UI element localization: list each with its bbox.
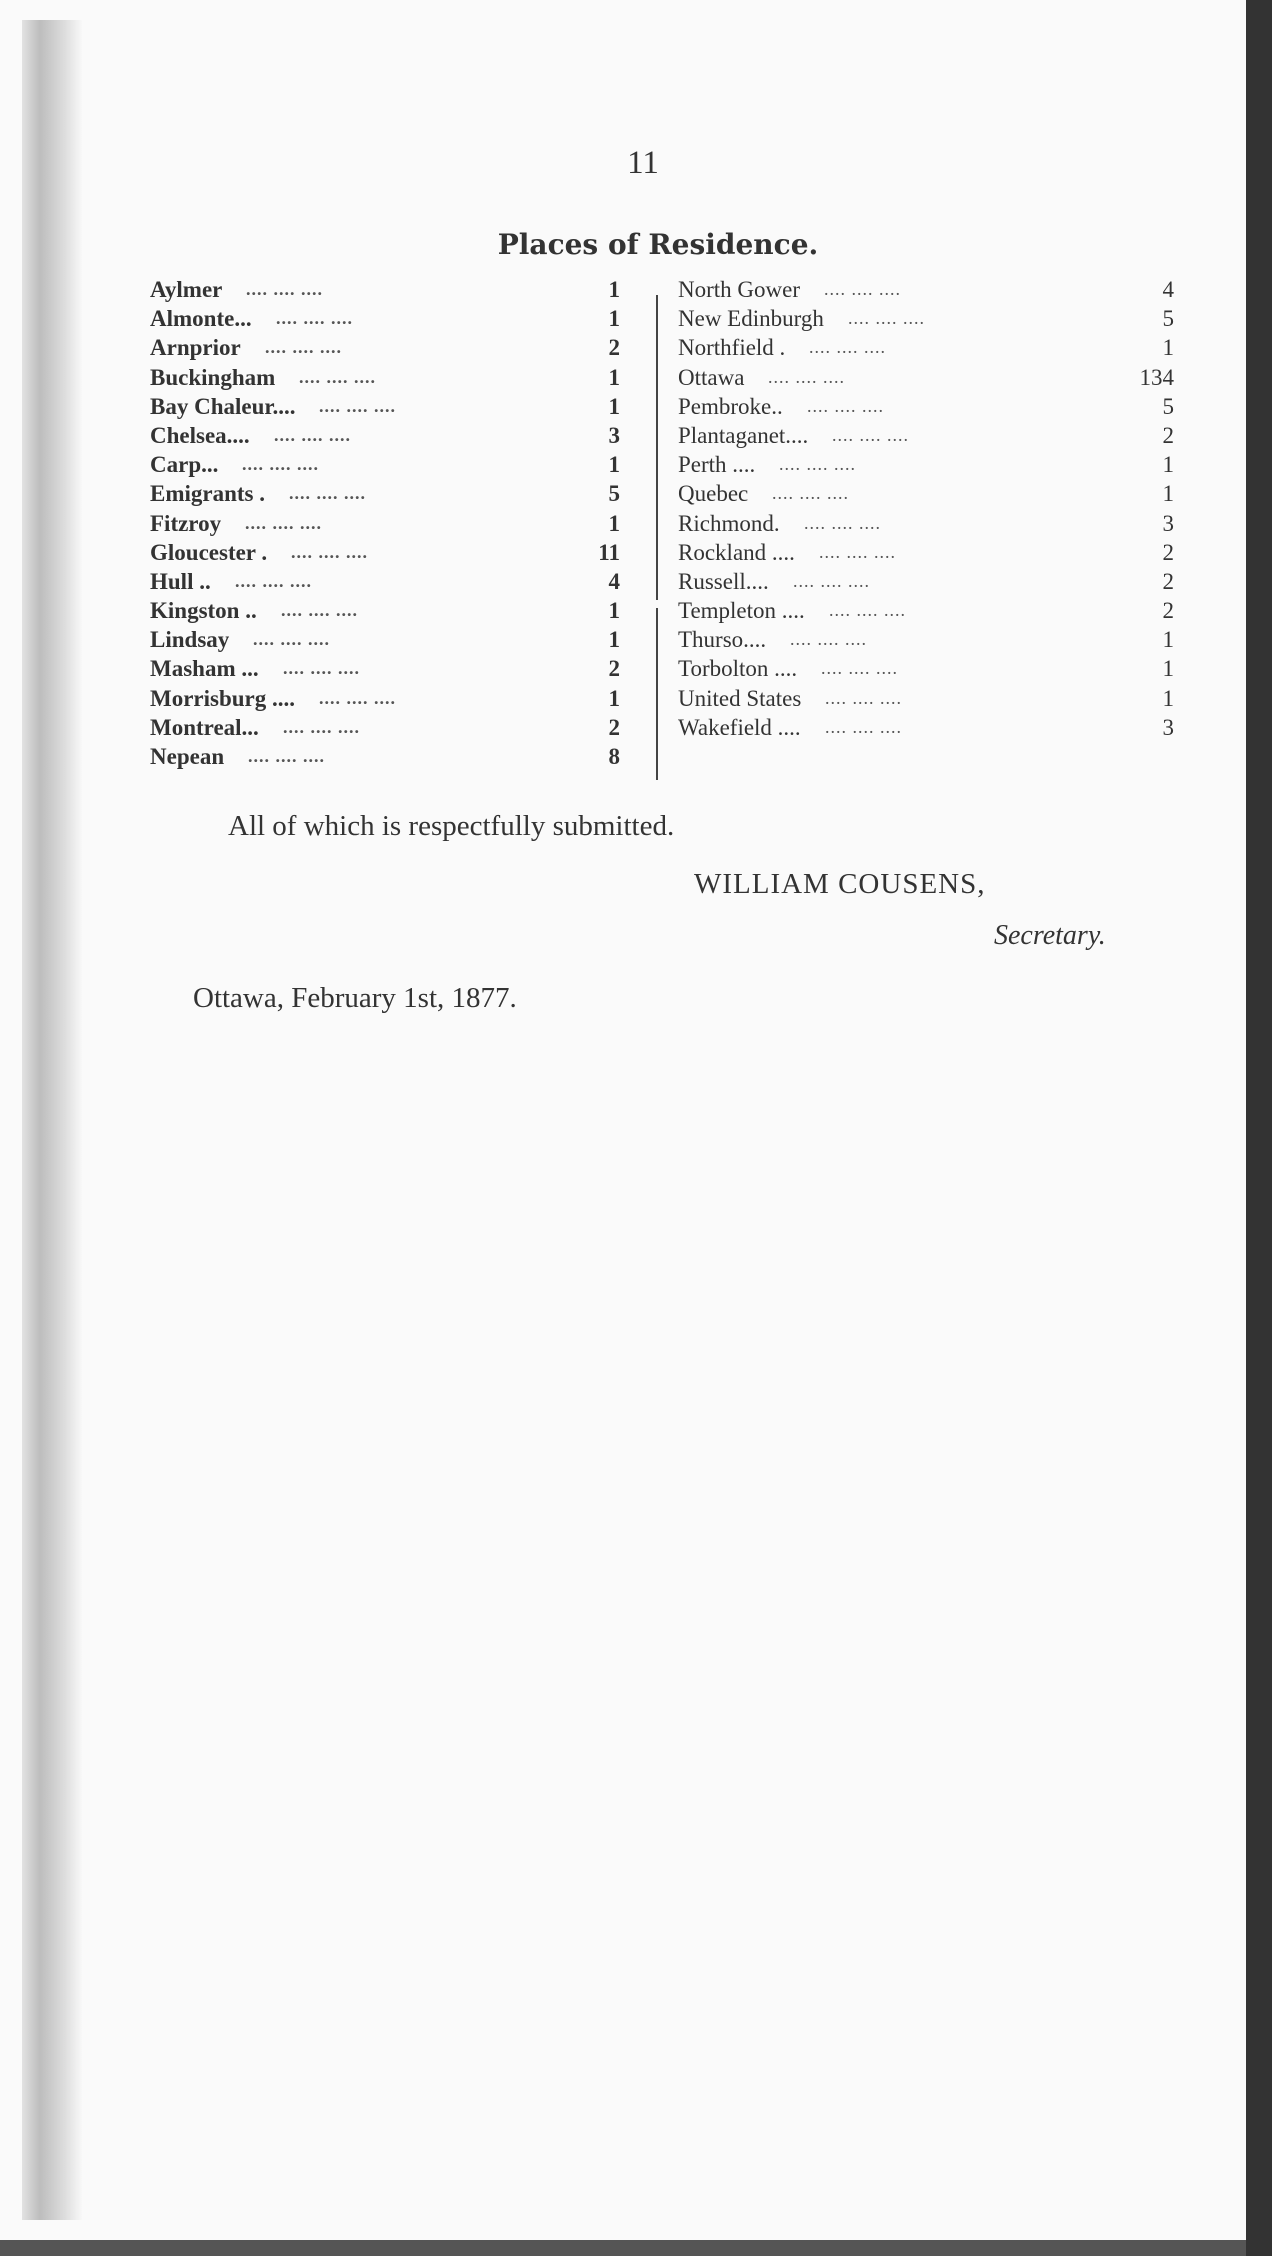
dot-leader: .... .... .... [289, 483, 366, 504]
place-name: Thurso.... [678, 627, 767, 653]
dot-leader: .... .... .... [772, 483, 849, 504]
place-name: Buckingham [150, 364, 276, 390]
place-name: North Gower [678, 277, 800, 302]
residence-row [678, 392, 1174, 421]
member-count: 1 [1162, 335, 1174, 361]
residence-row [150, 275, 620, 304]
residence-row [150, 742, 620, 771]
place-name: Arnprior [150, 335, 241, 361]
residence-row [150, 596, 620, 625]
residence-list-left [150, 275, 620, 771]
dot-leader: .... .... .... [276, 308, 353, 329]
dot-leader: .... .... .... [832, 424, 909, 445]
residence-row [150, 713, 620, 742]
dot-leader: .... .... .... [283, 658, 360, 679]
residence-row [150, 567, 620, 596]
member-count: 1 [608, 510, 620, 536]
place-name: Fitzroy [150, 510, 222, 536]
residence-row [678, 567, 1174, 596]
place-name: Pembroke.. [678, 393, 783, 419]
member-count: 1 [608, 685, 620, 711]
place-name: United States [678, 685, 802, 711]
residence-row [150, 625, 620, 654]
member-count: 1 [1162, 685, 1174, 711]
member-count: 8 [608, 744, 620, 769]
member-count: 11 [598, 539, 620, 565]
residence-row [150, 421, 620, 450]
member-count: 2 [1162, 598, 1174, 624]
member-count: 1 [608, 277, 620, 302]
place-name: Emigrants . [150, 481, 265, 507]
residence-list-right [678, 275, 1174, 742]
member-count: 5 [1162, 306, 1174, 332]
place-name: Northfield . [678, 335, 786, 361]
member-count: 2 [1162, 539, 1174, 565]
place-name: Wakefield .... [678, 714, 801, 740]
place-name: Gloucester . [150, 539, 268, 565]
residence-row [678, 333, 1174, 362]
closing-statement: All of which is respectfully submitted. [228, 810, 675, 842]
place-name: Almonte... [150, 306, 252, 332]
member-count: 5 [1162, 393, 1174, 419]
residence-row [150, 363, 620, 392]
member-count: 134 [1139, 364, 1174, 390]
member-count: 1 [608, 393, 620, 419]
member-count: 2 [608, 656, 620, 682]
place-name: Hull .. [150, 568, 211, 594]
dot-leader: .... .... .... [235, 570, 312, 591]
place-name: Chelsea.... [150, 422, 250, 448]
residence-row [150, 392, 620, 421]
residence-row [678, 275, 1174, 304]
place-name: Carp... [150, 452, 219, 478]
dot-leader: .... .... .... [779, 454, 856, 475]
dot-leader: .... .... .... [245, 512, 322, 533]
member-count: 1 [1162, 452, 1174, 478]
page-number: 11 [627, 145, 659, 181]
section-heading: Places of Residence. [497, 228, 819, 261]
dot-leader: .... .... .... [265, 337, 342, 358]
member-count: 3 [1162, 510, 1174, 536]
member-count: 4 [608, 568, 620, 594]
member-count: 2 [1162, 568, 1174, 594]
residence-row [150, 333, 620, 362]
place-name: Plantaganet.... [678, 422, 809, 448]
signature-title: Secretary. [994, 920, 1106, 951]
place-name: Torbolton .... [678, 656, 798, 682]
residence-row [678, 684, 1174, 713]
dot-leader: .... .... .... [319, 687, 396, 708]
place-name: Richmond. [678, 510, 780, 536]
member-count: 2 [1162, 422, 1174, 448]
member-count: 3 [608, 422, 620, 448]
member-count: 1 [608, 598, 620, 624]
residence-row [678, 713, 1174, 742]
residence-row [678, 625, 1174, 654]
residence-row [150, 654, 620, 683]
member-count: 1 [608, 306, 620, 332]
residence-row [150, 684, 620, 713]
page-edge [1246, 0, 1272, 2256]
page-edge [0, 2240, 1246, 2256]
dot-leader: .... .... .... [825, 687, 902, 708]
member-count: 5 [608, 481, 620, 507]
residence-row [150, 450, 620, 479]
member-count: 1 [608, 364, 620, 390]
residence-row [678, 421, 1174, 450]
residence-row [678, 304, 1174, 333]
residence-row [678, 363, 1174, 392]
residence-row [678, 654, 1174, 683]
dateline: Ottawa, February 1st, 1877. [193, 982, 517, 1014]
dot-leader: .... .... .... [819, 541, 896, 562]
dot-leader: .... .... .... [768, 366, 845, 387]
residence-row [678, 479, 1174, 508]
dot-leader: .... .... .... [281, 600, 358, 621]
dot-leader: .... .... .... [809, 337, 886, 358]
place-name: Ottawa [678, 364, 745, 390]
dot-leader: .... .... .... [829, 600, 906, 621]
signature-name: WILLIAM COUSENS, [694, 868, 986, 900]
residence-row [150, 304, 620, 333]
dot-leader: .... .... .... [824, 279, 901, 299]
member-count: 1 [1162, 481, 1174, 507]
dot-leader: .... .... .... [848, 308, 925, 329]
column-divider [656, 608, 658, 780]
residence-row [678, 596, 1174, 625]
member-count: 1 [608, 452, 620, 478]
dot-leader: .... .... .... [283, 716, 360, 737]
dot-leader: .... .... .... [246, 279, 323, 299]
residence-row [678, 538, 1174, 567]
dot-leader: .... .... .... [299, 366, 376, 387]
residence-row [150, 538, 620, 567]
place-name: Morrisburg .... [150, 685, 296, 711]
residence-row [150, 509, 620, 538]
dot-leader: .... .... .... [790, 629, 867, 650]
dot-leader: .... .... .... [274, 424, 351, 445]
member-count: 1 [1162, 656, 1174, 682]
member-count: 2 [608, 714, 620, 740]
column-divider [656, 295, 658, 600]
residence-row [150, 479, 620, 508]
dot-leader: .... .... .... [291, 541, 368, 562]
place-name: Kingston .. [150, 598, 257, 624]
dot-leader: .... .... .... [807, 395, 884, 416]
residence-row [678, 450, 1174, 479]
dot-leader: .... .... .... [825, 716, 902, 737]
place-name: Aylmer [150, 277, 223, 302]
dot-leader: .... .... .... [804, 512, 881, 533]
dot-leader: .... .... .... [821, 658, 898, 679]
dot-leader: .... .... .... [248, 746, 325, 766]
place-name: Bay Chaleur.... [150, 393, 296, 419]
place-name: Rockland .... [678, 539, 795, 565]
member-count: 3 [1162, 714, 1174, 740]
dot-leader: .... .... .... [253, 629, 330, 650]
dot-leader: .... .... .... [319, 395, 396, 416]
place-name: Masham ... [150, 656, 259, 682]
dot-leader: .... .... .... [793, 570, 870, 591]
place-name: Montreal... [150, 714, 259, 740]
place-name: New Edinburgh [678, 306, 824, 332]
place-name: Quebec [678, 481, 749, 507]
member-count: 1 [608, 627, 620, 653]
place-name: Perth .... [678, 452, 756, 478]
place-name: Russell.... [678, 568, 769, 594]
member-count: 4 [1162, 277, 1174, 302]
member-count: 2 [608, 335, 620, 361]
dot-leader: .... .... .... [242, 454, 319, 475]
place-name: Templeton .... [678, 598, 805, 624]
place-name: Lindsay [150, 627, 230, 653]
place-name: Nepean [150, 744, 225, 769]
member-count: 1 [1162, 627, 1174, 653]
binding-shadow [22, 20, 82, 2220]
residence-row [678, 509, 1174, 538]
